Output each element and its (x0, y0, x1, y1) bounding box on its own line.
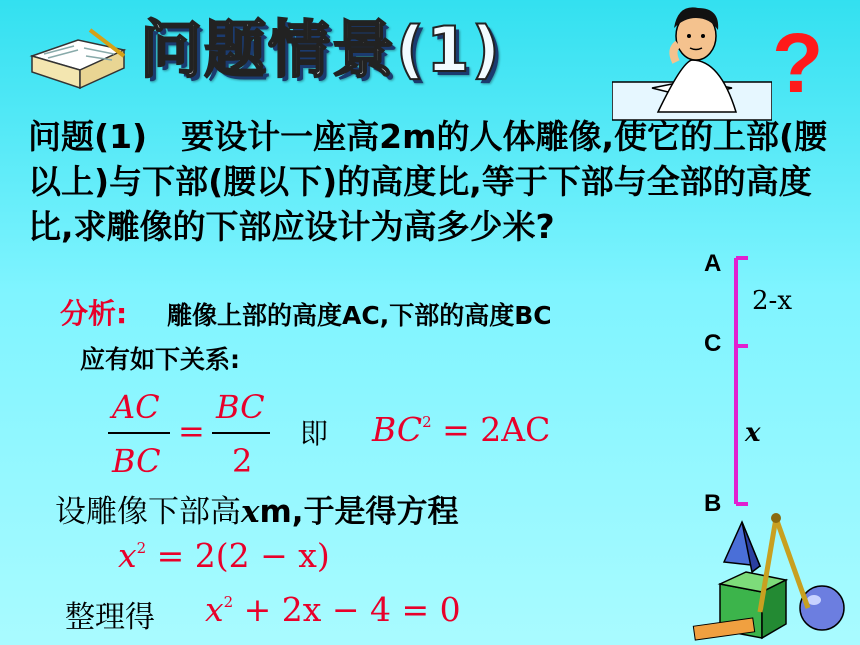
equation-2-rest: + 2x − 4 = 0 (243, 590, 461, 629)
slide-title: 问题情景(1) (140, 13, 502, 86)
exp-2: 2 (223, 593, 234, 611)
book-icon (28, 26, 133, 96)
point-b-label: B (704, 490, 722, 517)
analysis-line-2: 应有如下关系: (80, 345, 240, 374)
set-x-pre: 设雕像下部高 (55, 494, 241, 530)
bc-squared-equation (372, 410, 550, 449)
point-c-label: C (704, 330, 722, 357)
analysis-label: 分析: (60, 297, 128, 330)
segment-top-label: 2-x (752, 286, 792, 316)
ratio-lhs-numerator: AC (112, 388, 160, 426)
fraction-bar (212, 432, 270, 434)
equals-sign: = (178, 412, 205, 450)
fraction-bar (108, 432, 170, 434)
problem-text: 要设计一座高2m的人体雕像,使它的上部(腰以上)与下部(腰以下)的高度比,等于下部与全部的高度比,求雕像的下部应设计为高多少米? (28, 117, 828, 246)
equation-1: $x^2 = 2(2 - x)$ (118, 536, 330, 575)
eq-bc-rhs: = 2AC (442, 410, 551, 449)
set-x-var: x (241, 494, 260, 530)
equation-1-rhs: = 2(2 − x) (156, 536, 330, 575)
ji-label: 即 (300, 417, 329, 450)
ratio-rhs-numerator: BC (216, 388, 265, 426)
analysis-line-1: 雕像上部的高度AC,下部的高度BC (167, 301, 552, 330)
set-x-line (55, 486, 459, 531)
set-x-post: m,于是得方程 (259, 494, 459, 530)
problem-label: 问题(1) (28, 117, 148, 156)
eq-bc: BC (372, 410, 423, 449)
segment-bottom-label: x (745, 418, 761, 448)
zhengli-label: 整理得 (65, 600, 155, 635)
ratio-lhs-denominator: BC (112, 442, 161, 480)
ratio-rhs-denominator: 2 (232, 442, 253, 480)
question-mark: ? (772, 16, 824, 110)
geometry-shapes-illustration (690, 512, 855, 642)
problem-statement (28, 114, 848, 249)
ratio-equation (108, 390, 276, 478)
equation-2: $x^2 + 2x - 4 = 0$ (205, 590, 461, 629)
exp-2: 2 (136, 539, 147, 557)
thinking-boy-illustration (612, 2, 772, 122)
exp-2: 2 (422, 413, 432, 431)
point-a-label: A (704, 250, 722, 277)
